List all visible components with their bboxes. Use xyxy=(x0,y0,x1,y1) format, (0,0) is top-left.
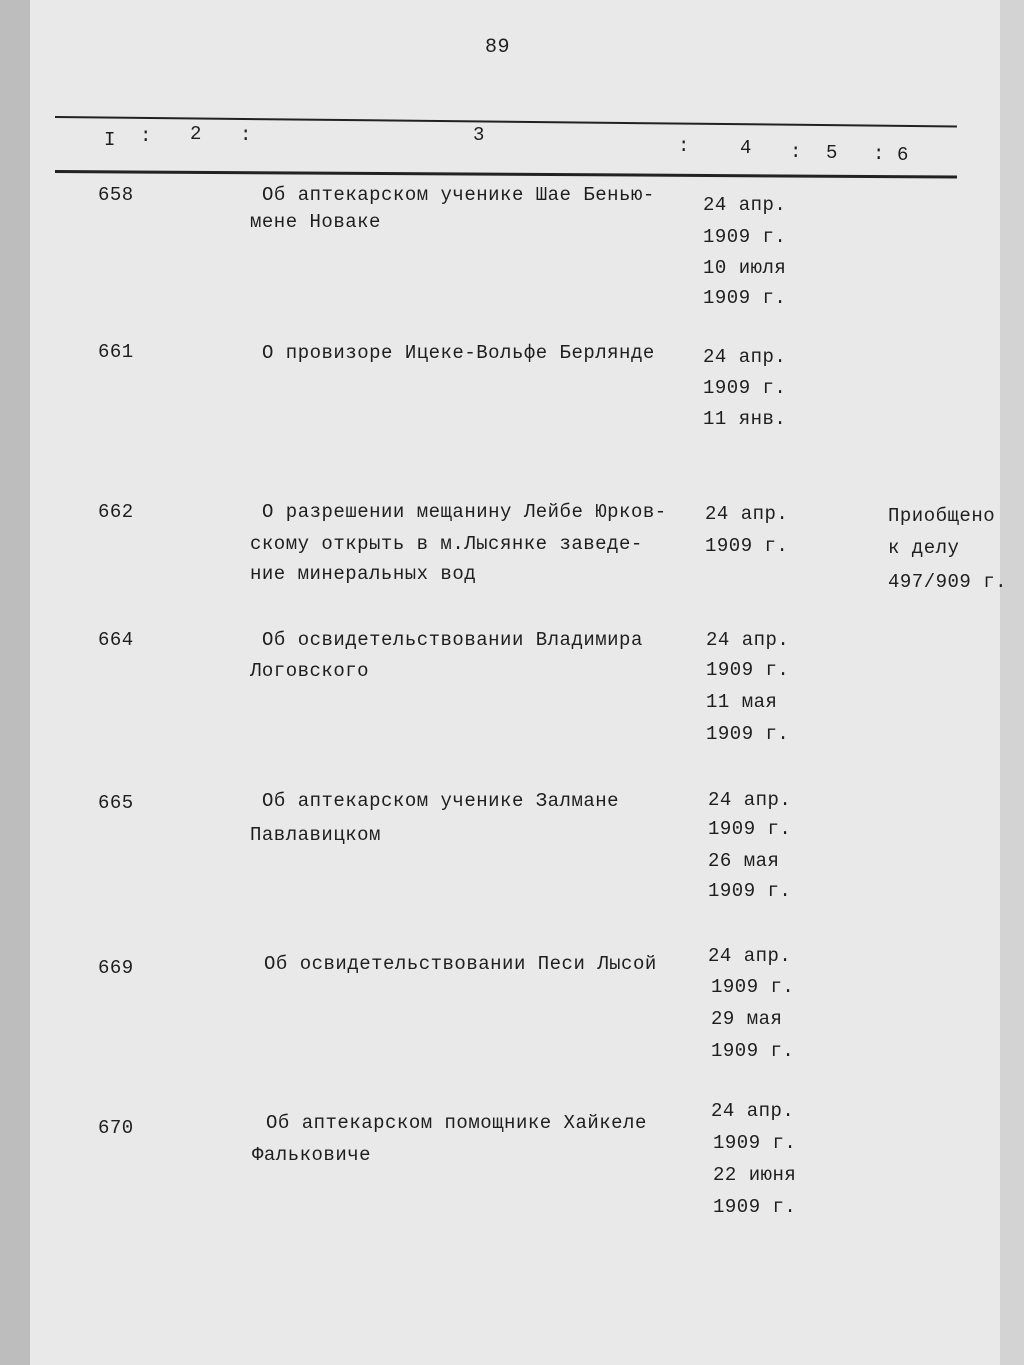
row-title-line: Фальковиче xyxy=(252,1144,372,1166)
row-note: 497/909 г. xyxy=(888,571,1008,593)
row-title-line: О провизоре Ицеке-Вольфе Берлянде xyxy=(262,342,655,364)
row-date: 1909 г. xyxy=(711,976,795,998)
header-separator: : xyxy=(240,124,252,146)
row-date: 1909 г. xyxy=(708,818,792,840)
row-number: 658 xyxy=(98,184,134,206)
row-date: 24 апр. xyxy=(711,1100,795,1122)
row-date: 1909 г. xyxy=(703,226,787,248)
row-date: 26 мая xyxy=(708,850,780,872)
binding-shadow xyxy=(0,0,30,1365)
row-date: 1909 г. xyxy=(711,1040,795,1062)
header-separator: : xyxy=(140,125,152,147)
row-title-line: Об аптекарском ученике Залмане xyxy=(262,790,620,812)
row-date: 1909 г. xyxy=(713,1196,797,1218)
row-date: 1909 г. xyxy=(703,377,787,399)
row-title-line: Об освидетельствовании Песи Лысой xyxy=(264,953,657,975)
header-col-4: 4 xyxy=(740,137,752,159)
row-date: 24 апр. xyxy=(706,629,790,651)
row-title-line: Логовского xyxy=(250,660,370,682)
row-date: 24 апр. xyxy=(703,346,787,368)
header-separator: : xyxy=(873,143,885,165)
row-title-line: Об аптекарском помощнике Хайкеле xyxy=(266,1112,647,1134)
header-separator: : xyxy=(678,135,690,157)
row-date: 1909 г. xyxy=(703,287,787,309)
header-col-5: 5 xyxy=(826,142,838,164)
row-number: 664 xyxy=(98,629,134,651)
row-date: 24 апр. xyxy=(705,503,789,525)
row-date: 1909 г. xyxy=(705,535,789,557)
row-date: 24 апр. xyxy=(708,945,792,967)
header-col-6: 6 xyxy=(897,144,909,166)
row-note: к делу xyxy=(888,537,960,559)
row-date: 11 мая xyxy=(706,691,778,713)
row-title-line: О разрешении мещанину Лейбе Юрков- xyxy=(262,501,667,523)
row-date: 1909 г. xyxy=(706,723,790,745)
row-date: 24 апр. xyxy=(708,789,792,811)
page-number: 89 xyxy=(485,36,511,59)
row-title-line: Об освидетельствовании Владимира xyxy=(262,629,643,651)
row-title-line: Об аптекарском ученике Шае Бенью- xyxy=(262,184,655,206)
header-col-3: 3 xyxy=(473,124,485,146)
row-date: 1909 г. xyxy=(708,880,792,902)
header-col-1: I xyxy=(104,129,116,151)
row-title-line: мене Новаке xyxy=(250,211,381,233)
row-date: 1909 г. xyxy=(713,1132,797,1154)
row-number: 662 xyxy=(98,501,134,523)
row-number: 670 xyxy=(98,1117,134,1139)
row-title-line: скому открыть в м.Лысянке заведе- xyxy=(250,533,643,555)
row-number: 669 xyxy=(98,957,134,979)
row-date: 10 июля xyxy=(703,257,787,279)
header-col-2: 2 xyxy=(190,123,202,145)
row-date: 29 мая xyxy=(711,1008,783,1030)
row-title-line: ние минеральных вод xyxy=(250,563,477,585)
page-edge xyxy=(1000,0,1024,1365)
row-date: 24 апр. xyxy=(703,194,787,216)
row-number: 665 xyxy=(98,792,134,814)
row-date: 1909 г. xyxy=(706,659,790,681)
header-separator: : xyxy=(790,141,802,163)
row-title-line: Павлавицком xyxy=(250,824,381,846)
row-number: 661 xyxy=(98,341,134,363)
row-date: 22 июня xyxy=(713,1164,797,1186)
row-date: 11 янв. xyxy=(703,408,787,430)
row-note: Приобщено xyxy=(888,505,996,527)
